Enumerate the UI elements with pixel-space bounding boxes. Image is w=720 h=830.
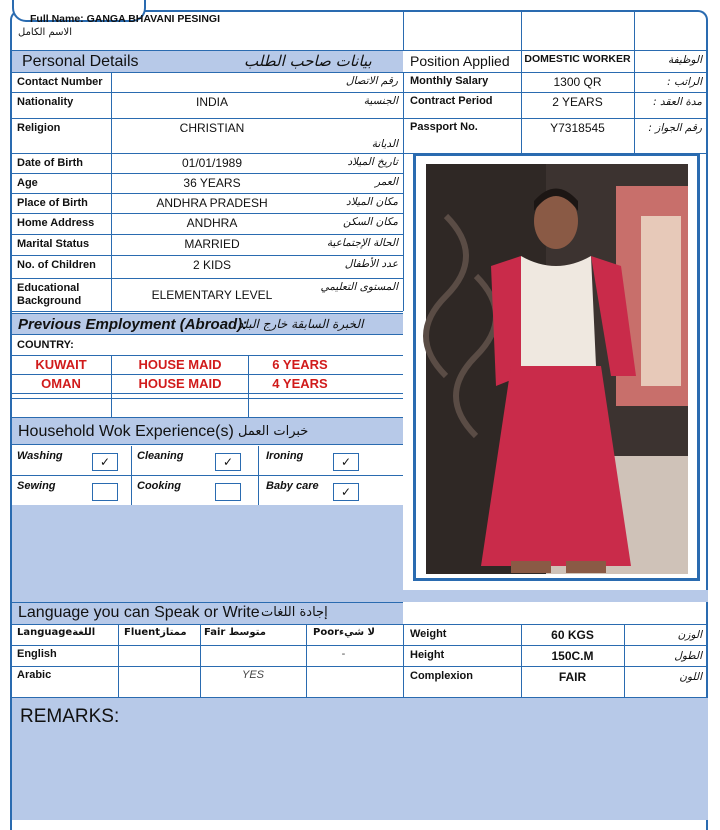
previous-employment-title: Previous Employment (Abroad): — [18, 316, 248, 333]
country-label: COUNTRY: — [17, 339, 74, 351]
language-fair: YES — [241, 669, 264, 681]
personal-arabic: مكان الميلاد — [346, 196, 398, 208]
personal-value: ANDHRA PRADESH — [156, 196, 268, 210]
position-label: Monthly Salary — [410, 75, 489, 87]
physical-arabic: اللون — [679, 671, 702, 683]
position-label: Passport No. — [410, 121, 478, 133]
personal-label: Age — [17, 177, 38, 189]
personal-details-title-arabic: بيانات صاحب الطلب — [244, 52, 372, 70]
personal-label: Contact Number — [17, 76, 103, 88]
personal-value: 01/01/1989 — [181, 156, 243, 170]
personal-details-title: Personal Details — [22, 53, 139, 70]
household-item-label: Sewing — [17, 480, 56, 492]
household-checkbox[interactable] — [92, 483, 118, 501]
position-value: Y7318545 — [550, 121, 605, 135]
remarks-box[interactable] — [12, 697, 708, 820]
physical-label: Complexion — [410, 670, 473, 682]
personal-arabic: العمر — [374, 176, 398, 188]
employment-job: HOUSE MAID — [138, 357, 222, 372]
personal-value: MARRIED — [184, 237, 240, 251]
personal-label: Date of Birth — [17, 157, 83, 169]
position-arabic: مدة العقد : — [653, 96, 702, 108]
personal-value: ANDHRA — [186, 216, 238, 230]
personal-arabic: عدد الأطفال — [344, 258, 398, 270]
personal-arabic: مكان السكن — [343, 216, 398, 228]
physical-value: 60 KGS — [551, 628, 594, 642]
personal-value: INDIA — [195, 95, 228, 109]
previous-employment-header — [12, 313, 403, 335]
personal-label: Nationality — [17, 96, 74, 108]
language-column-header: Fluentممتاز — [124, 627, 187, 638]
language-poor: - — [341, 648, 346, 660]
remarks-title: REMARKS: — [20, 706, 120, 727]
personal-label: Marital Status — [17, 238, 90, 250]
language-column-header: Languageاللغة — [17, 627, 96, 638]
household-item-label: Baby care — [266, 480, 319, 492]
physical-label: Height — [410, 649, 445, 661]
candidate-photo-frame — [413, 153, 700, 581]
personal-label: Educational — [17, 282, 80, 294]
personal-arabic: الجنسية — [363, 95, 398, 107]
physical-label: Weight — [410, 628, 447, 640]
language-header — [12, 602, 403, 624]
language-column-header: Fair متوسط — [204, 627, 266, 638]
personal-value: 36 YEARS — [183, 176, 241, 190]
personal-arabic: تاريخ الميلاد — [347, 156, 398, 168]
personal-arabic: المستوى التعليمي — [320, 281, 398, 293]
personal-label: Place of Birth — [17, 197, 88, 209]
position-value: 2 YEARS — [552, 95, 603, 109]
personal-value: CHRISTIAN — [179, 121, 245, 135]
blank-area-right — [403, 590, 708, 602]
household-checkbox[interactable] — [215, 483, 241, 501]
personal-arabic: رقم الاتصال — [345, 75, 398, 87]
employment-years: 6 YEARS — [272, 357, 328, 372]
household-checkbox[interactable]: ✓ — [333, 483, 359, 501]
personal-value: ELEMENTARY LEVEL — [151, 288, 273, 302]
position-value: DOMESTIC WORKER — [524, 53, 631, 65]
physical-value: FAIR — [558, 670, 587, 684]
household-title: Household Wok Experience(s) — [18, 423, 234, 440]
physical-value: 150C.M — [551, 649, 594, 663]
candidate-photo — [416, 156, 697, 578]
household-checkbox[interactable]: ✓ — [92, 453, 118, 471]
position-value: 1300 QR — [553, 75, 602, 89]
full-name-arabic: الاسم الكامل — [18, 27, 73, 38]
household-header — [12, 417, 403, 445]
language-column-header: Poorلا شيء — [313, 627, 376, 638]
personal-label-2: Background — [17, 295, 82, 307]
employment-country: KUWAIT — [35, 357, 87, 372]
personal-arabic: الحالة الإجتماعية — [326, 237, 398, 249]
household-item-label: Ironing — [266, 450, 304, 462]
household-item-label: Cooking — [137, 480, 181, 492]
previous-employment-title-arabic: الخبرة السابقة خارج البلد — [238, 317, 364, 331]
employment-job: HOUSE MAID — [138, 376, 222, 391]
position-arabic: الراتب : — [667, 76, 702, 88]
blank-area-left — [12, 505, 403, 602]
household-item-label: Washing — [17, 450, 63, 462]
position-label: Position Applied — [410, 53, 510, 69]
employment-years: 4 YEARS — [272, 376, 328, 391]
position-arabic: رقم الجواز : — [648, 122, 702, 134]
household-item-label: Cleaning — [137, 450, 184, 462]
personal-details-header — [12, 50, 403, 72]
personal-label: No. of Children — [17, 259, 96, 271]
personal-label: Home Address — [17, 217, 95, 229]
full-name-label: Full Name: GANGA BHAVANI PESINGI — [30, 13, 220, 25]
personal-arabic: الديانة — [371, 138, 398, 150]
language-name: English — [17, 648, 57, 660]
physical-arabic: الوزن — [677, 629, 702, 641]
personal-value: 2 KIDS — [192, 258, 231, 272]
employment-country: OMAN — [41, 376, 81, 391]
position-label: Contract Period — [410, 95, 493, 107]
personal-label: Religion — [17, 122, 61, 134]
household-title-arabic: خبرات العمل — [238, 424, 309, 439]
household-checkbox[interactable]: ✓ — [215, 453, 241, 471]
language-name: Arabic — [17, 669, 52, 681]
household-checkbox[interactable]: ✓ — [333, 453, 359, 471]
language-title-arabic: إجادة اللغات — [261, 605, 328, 620]
position-arabic: الوظيفة — [667, 54, 702, 66]
physical-arabic: الطول — [674, 650, 702, 662]
language-title: Language you can Speak or Write — [18, 604, 260, 621]
